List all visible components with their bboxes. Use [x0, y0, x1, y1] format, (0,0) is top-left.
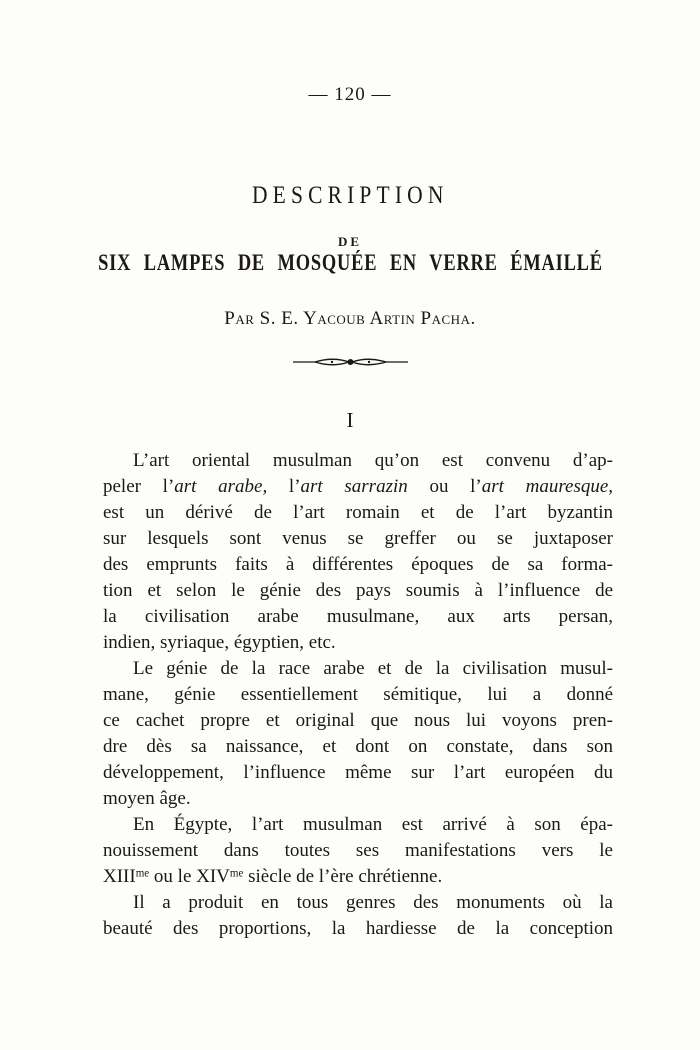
body-text — [103, 448, 613, 942]
subtitle-text: SIX LAMPES DE MOSQUÉE EN VERRE ÉMAILLÉ — [97, 250, 603, 275]
text-line: Il a produit en tous genres des monuments où la — [133, 892, 613, 913]
subtitle — [0, 250, 700, 276]
paragraph — [103, 812, 613, 890]
page-number: — 120 — — [308, 84, 392, 105]
text-line: ce cachet propre et original que nous lui voyons pren- — [103, 710, 613, 731]
text-line: est un dérivé de l’art romain et de l’art byzantin — [103, 502, 613, 523]
text-line: peler l’art arabe, l’art sarrazin ou l’art mauresque, — [103, 476, 614, 497]
paragraph — [103, 656, 613, 812]
text-line: mane, génie essentiellement sémitique, lui a donné — [103, 684, 613, 705]
paragraph — [103, 448, 613, 656]
text-line: indien, syriaque, égyptien, etc. — [103, 632, 336, 653]
byline: Par S. E. Yacoub Artin Pacha. — [224, 308, 476, 329]
text-line: sur lesquels sont venus se greffer ou se juxtaposer — [103, 528, 613, 549]
title-connector: DE — [337, 234, 363, 249]
text-line: tion et selon le génie des pays soumis à l’influence de — [103, 580, 613, 601]
main-title-text: DESCRIPTION — [251, 182, 449, 209]
text-line: En Égypte, l’art musulman est arrivé à son épa- — [133, 814, 613, 835]
main-title — [0, 182, 700, 210]
section-numeral: I — [346, 408, 354, 432]
text-line: des emprunts faits à différentes époques de sa forma- — [103, 554, 613, 575]
text-line: beauté des proportions, la hardiesse de la conception — [103, 918, 613, 939]
leaf-scroll-divider-icon — [293, 355, 408, 369]
text-line: Le génie de la race arabe et de la civilisation musul- — [133, 658, 613, 679]
text-line: développement, l’influence même sur l’art européen du — [103, 762, 613, 783]
text-line: nouissement dans toutes ses manifestations vers le — [103, 840, 613, 861]
text-line: dre dès sa naissance, et dont on constate, dans son — [103, 736, 613, 757]
text-line: la civilisation arabe musulmane, aux arts persan, — [103, 606, 613, 627]
paragraph — [103, 890, 613, 942]
section-divider — [0, 355, 700, 369]
text-line: L’art oriental musulman qu’on est convenu d’ap- — [133, 450, 613, 471]
text-line: $XIII^{me}$ ou le $XIV^{me}$ siècle de l’ère chrétienne. — [103, 866, 443, 887]
text-line: moyen âge. — [103, 788, 191, 809]
